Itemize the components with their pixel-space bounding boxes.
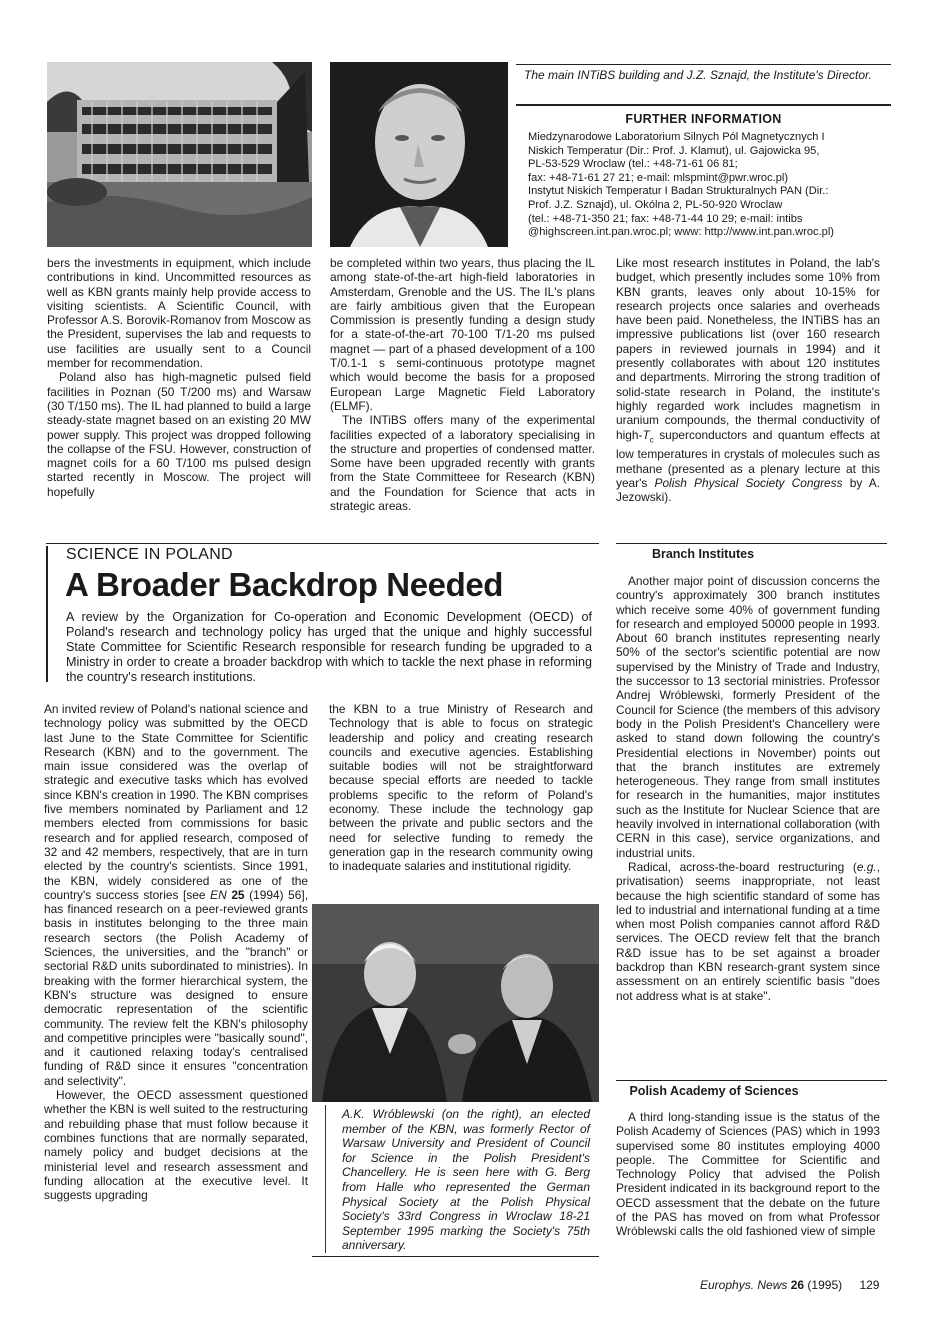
further-info-rule [516, 104, 891, 106]
paragraph: bers the investments in equipment, which include contributions in kind. Uncommitted resources as well as KBN grants mainly help provide access to visiting scientists. A Scientific Council, with Professor A.S. Borovik-Romanov from Moscow as the President, supervises the lab and requests to use facilities are usually sent to a Council member for recommendation. [47, 256, 311, 371]
paragraph: Another major point of discussion concerns the country's approximately 300 branch institutes which receive some 40% of government funding for research and employed 50000 people in 1993. About 60 branch institutes representing nearly 50% of the sector's scientific potential are now supervised by the Ministry of Trade and Industry, the successor to 13 sectorial ministries. Professor Andrej Wróblewski, formerly President of the Council for Science (the members of this advisory body in the Polish President's Chancellery were asked to stand down following the country's Presidential elections in November) points out that the branch institutes are extremely heterogeneous. They range from small institutes for research in the humanities, major institutes such as the Institute for Nuclear Science that are heavily involved in international collaboration (with CERN in this case), service organizations, and industrial units. [616, 574, 880, 860]
page-footer [700, 1278, 879, 1292]
institute-building-photo [47, 62, 312, 247]
paragraph: The INTiBS offers many of the experimental facilities expected of a laboratory specialising in the structure and properties of condensed matter. Some have been upgraded recently with grants from the State Committeee for Research (KBN) and the Foundation for Science that acts in strategic areas. [330, 413, 595, 514]
text-run: , privatisation) seems inappropriate, not least because the high scientific standard of some has led to industrial and international funding at a time when most Polish companies cannot afford R&D services. The OECD review felt that the branch R&D issue has to be set against a broader backdrop than KBN research-grant system since assessment on an entirely scientific basis "does not address what is at stake". [616, 859, 880, 1003]
further-info-line: (tel.: +48-71-350 21; fax: +48-71-44 10 29; e-mail: intibs [528, 212, 803, 225]
further-info-line: @highscreen.int.pan.wroc.pl; www: http://www.int.pan.wroc.pl) [528, 226, 834, 239]
tc-subscript: c [649, 434, 654, 444]
journal-volume: 26 [790, 1278, 805, 1292]
article-standfirst: A review by the Organization for Co-operation and Economic Development (OECD) of Poland's research and technology policy has urged that the unique and highly successful State Committee for Scientific Research responsible for research funding be upgraded to a Ministry in order to create a broader backdrop with which to tackle the next phase in reforming the country's research institutions. [66, 610, 592, 684]
text-run: Like most research institutes in Poland, the lab's budget, which presently includes some 10% from KBN grants, leaves only about 10-15% for research projects once salaries and overheads have been paid. Nonetheless, the INTiBS has an impressive publications list (over 160 research papers in reviewed journals in 1994) and it presently collaborates with about 120 institutes and departments. Mirroring the strong tradition of solid-state research in Poland, the institute's highly regarded work includes magnetism in uranium compounds, the thermal conductivity of high- [616, 256, 880, 442]
further-info-line: Instytut Niskich Temperatur I Badan Strukturalnych PAN (Dir.: [528, 185, 829, 198]
journal-name: Europhys. News [700, 1278, 788, 1292]
top-column-1 [47, 256, 311, 499]
volume-number: 25 [231, 887, 245, 902]
text-run: An invited review of Poland's national science and technology policy was submitted by the OECD last June to the State Committee for Scientific Research (KBN) and to the government. The main issue considered was the overlap of strategic and executive tasks which has evolved since KBN's creation in 1990. The KBN comprises five members nominated by Parliament and 12 members elected from commissions for basic research and for applied research, composed of 32 and 42 members, respectively, that are in turn elected by the country's scientists. Since 1991, the KBN, widely considered as one of the country's success stories [see [44, 702, 308, 902]
polish-academy-heading: Polish Academy of Sciences [629, 1084, 799, 1098]
text-run: by A. Jezowski). [616, 475, 880, 505]
journal-abbrev: EN [210, 887, 227, 902]
article-column-2 [329, 702, 593, 874]
further-info-body [528, 131, 888, 240]
branch-institutes-heading: Branch Institutes [651, 547, 755, 561]
further-info-line: fax: +48-71-61 27 21; e-mail: mlspmint@pwr.wroc.pl) [528, 171, 789, 184]
paragraph: A third long-standing issue is the status of the Polish Academy of Sciences (PAS) which in 1993 supervised some 80 institutes employing 4000 people. The Committee for Scientific and Technology Policy that advised the Polish President indicated in its background report to the OECD assessment that the debate on the future of the PAS has moved on from what Professor Wróblewski calls the old fashioned view of simple [616, 1110, 880, 1239]
further-info-title: FURTHER INFORMATION [625, 112, 782, 126]
director-portrait-photo [330, 62, 508, 247]
pas-heading-rule [616, 1080, 887, 1081]
further-info-line: PL-53-529 Wroclaw (tel.: +48-71-61 06 81; [528, 158, 738, 171]
further-info-line: Niskich Temperatur (Dir.: Prof. J. Klamut), ul. Gajowicka 95, [528, 144, 820, 157]
article-column-3b [616, 1110, 880, 1239]
article-top-rule [46, 543, 599, 544]
paragraph: However, the OECD assessment questioned whether the KBN is well suited to the restructuring and rebuilding phase that must follow because it combines functions that are normally separated, namely policy and budget decisions at the ministerial level and research assessment and funding allocation at the executive level. It suggests upgrading [44, 1088, 308, 1203]
article-column-3a [616, 574, 880, 1003]
text-run: superconductors and quantum effects at low temperatures in crystals of molecules such as methane (presented as a plenary lecture at this year's [616, 427, 880, 490]
emphasis: e.g. [856, 859, 877, 874]
branch-heading-rule [616, 543, 887, 544]
further-info-line: Miedzynarodowe Laboratorium Silnych Pól Magnetycznych I [528, 131, 825, 143]
journal-year: (1995) [807, 1278, 843, 1292]
paragraph [616, 860, 880, 1003]
page-number: 129 [859, 1278, 880, 1292]
emphasis: Polish Physical Society Congress [654, 475, 843, 490]
paragraph: Poland also has high-magnetic pulsed field facilities in Poznan (50 T/200 ms) and Warsaw (30 T/150 ms). The IL had planned to build a large steady-state magnet based on an existing 20 MW power supply. This project was dropped following the collapse of the FSU. However, construction of magnet coils for a 60 T/100 ms pulsed design started recently in Moscow. The project will hopefully [47, 370, 311, 499]
text-run: Radical, across-the-board restructuring ( [628, 859, 857, 874]
wroblewski-berg-photo [312, 904, 599, 1102]
top-column-2 [330, 256, 595, 513]
paragraph: be completed within two years, thus placing the IL among state-of-the-art high-field laboratories in Amsterdam, Grenoble and the US. The IL's plans are fairly ambitious given that the European Commission is presently funding a design study for a state-of-the-art 70-100 T/1-20 ms pulsed magnet — part of a phased development of a 100 T/0.1-1 s semi-continuous prototype magnet which would become the basis for a proposed European Large Magnetic Field Laboratory (ELMF). [330, 256, 595, 413]
top-photo-caption: The main INTiBS building and J.Z. Sznajd, the Institute's Director. [524, 68, 872, 82]
paragraph [44, 702, 308, 1088]
article-kicker: SCIENCE IN POLAND [66, 546, 233, 563]
paragraph [616, 256, 880, 504]
article-column-1 [44, 702, 308, 1202]
text-run: (1994) 56], has financed research on a peer-reviewed grants basis in institutes belonging to the three main research sectors (the Polish Academy of Sciences, the universities, and the "branch" or sectorial R&D units subordinated to ministries). In breaking with the former hierarchical system, the KBN's structure was designed to ensure democratic representation of the scientific community. The review felt the KBN's philosophy and competitive principles were "basically sound", and it cautioned relaxing today's centralised funding of R&D since it ensures "concentration and selectivity". [44, 887, 308, 1088]
article-left-rule [46, 546, 48, 682]
bottom-photo-caption: A.K. Wróblewski (on the right), an elected member of the KBN, was formerly Rector of Warsaw University and President of Council for Science in the Polish President's Chancellery. He is seen here with G. Berg from Halle who represented the German Physical Society at the Polish Physical Society's 33rd Congress in Wroclaw 18-21 September 1995 marking the Society's 75th anniversary. [342, 1107, 590, 1253]
paragraph: the KBN to a true Ministry of Research and Technology that is able to focus on strategic leadership and policy and creating research councils and executive agencies. Establishing suitable bodies will not be straightforward because special efforts are needed to tackle problems specific to the reform of Poland's economy. These include the technology gap between the private and public sectors and the need for selective funding to remedy the generation gap in the research community owing to inadequate salaries and institutional rigidity. [329, 702, 593, 874]
caption-bottom-rule [312, 1256, 599, 1257]
article-headline: A Broader Backdrop Needed [65, 566, 504, 603]
further-info-line: Prof. J.Z. Sznajd), ul. Okólna 2, PL-50-920 Wroclaw [528, 198, 783, 211]
caption-left-rule [325, 1105, 326, 1253]
tc-symbol: T [642, 427, 650, 442]
caption-top-rule [516, 64, 891, 65]
top-column-3 [616, 256, 880, 504]
